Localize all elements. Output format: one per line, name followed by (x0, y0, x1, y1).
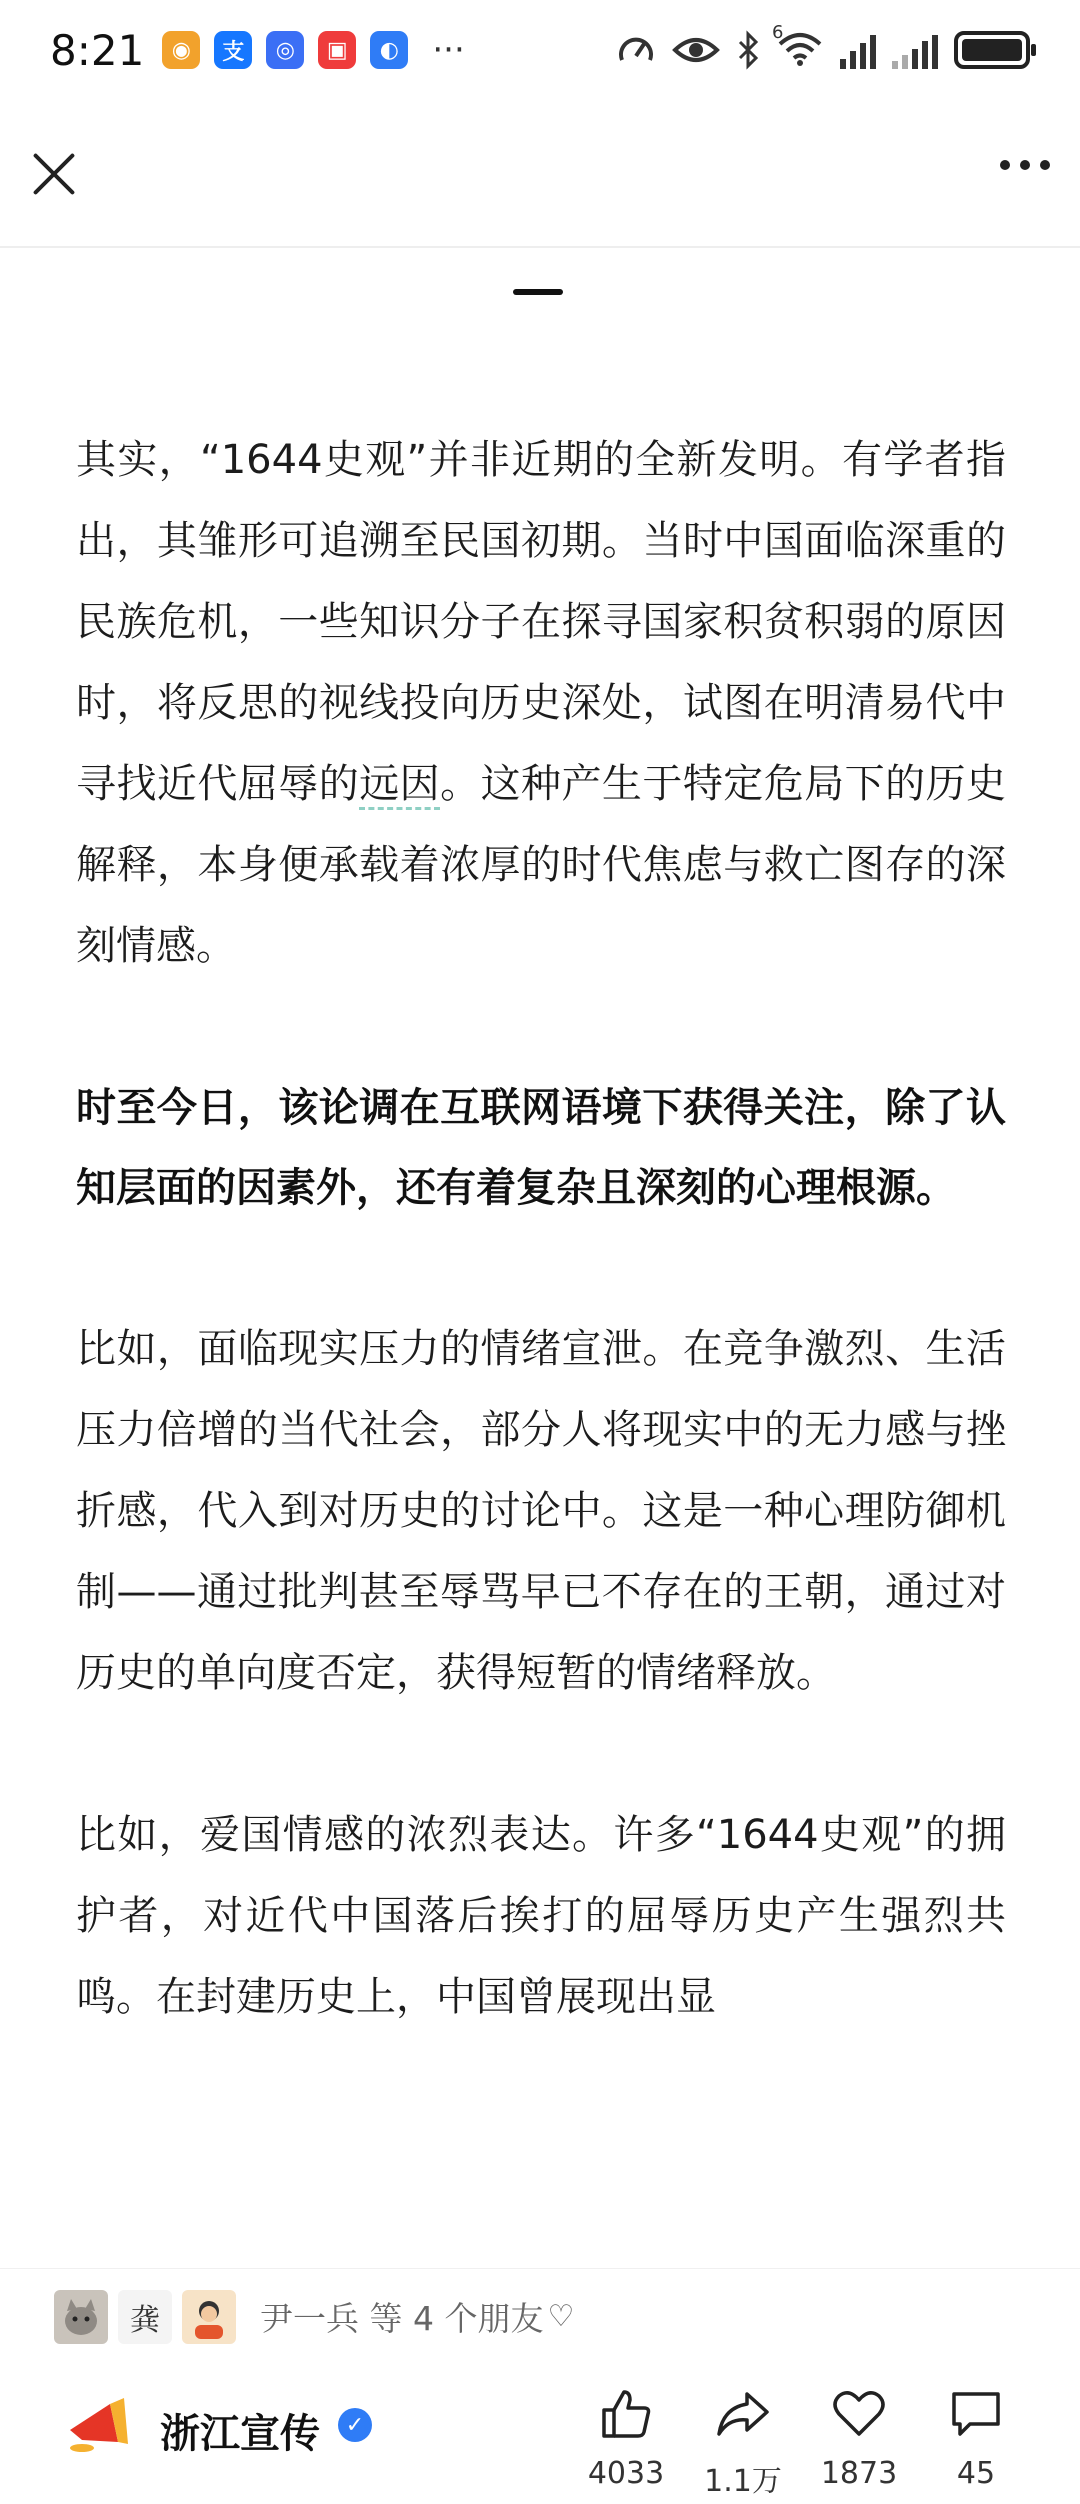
article-header (0, 100, 1080, 248)
friend-avatar[interactable] (182, 2290, 236, 2344)
comment-button[interactable] (916, 2384, 1036, 2491)
comment-icon (948, 2386, 1004, 2442)
term-link[interactable]: 远因 (359, 761, 440, 810)
more-icon[interactable] (1000, 160, 1050, 170)
paragraph-4: 比如，爱国情感的浓烈表达。许多“1644史观”的拥护者，对近代中国落后挨打的屈辱历史产生强烈共鸣。在封建历史上，中国曾展现出显 (76, 1812, 1006, 2020)
author-avatar[interactable] (60, 2386, 134, 2460)
paragraph-text: 其实，“1644史观”并非近期的全新发明。有学者指出，其雏形可追溯至民国初期。当时中国面临深重的民族危机，一些知识分子在探寻国家积贫积弱的原因时，将反思的视线投向历史深处，试图在明清易代中寻找近代屈辱的 (76, 437, 1006, 807)
system-icons (616, 22, 1030, 72)
bluetooth-icon (736, 30, 760, 70)
paragraph-1 (76, 420, 1006, 987)
more-notifications-icon: ··· (432, 30, 465, 70)
friends-text: 尹一兵 等 4 个朋友 (260, 2299, 544, 2338)
friend-avatar[interactable]: 龚 (118, 2290, 172, 2344)
like-count: 4033 (587, 2456, 665, 2491)
share-count: 1.1万 (704, 2464, 782, 2499)
author-name[interactable]: 浙江宣传 (160, 2411, 320, 2457)
eye-icon (672, 30, 720, 70)
paragraph-3: 比如，面临现实压力的情绪宣泄。在竞争激烈、生活压力倍增的当代社会，部分人将现实中的无力感与挫折感，代入到对历史的讨论中。这是一种心理防御机制——通过批判甚至辱骂早已不存在的王朝，通过对历史的单向度否定，获得短暂的情绪释放。 (76, 1326, 1006, 1696)
section-divider (513, 289, 563, 295)
thumbs-up-icon (598, 2386, 654, 2442)
favorite-button[interactable] (799, 2384, 919, 2491)
wifi-group (772, 22, 824, 72)
signal-icon (840, 31, 876, 69)
comment-count: 45 (956, 2456, 996, 2491)
favorite-count: 1873 (820, 2456, 898, 2491)
signal-icon-2 (892, 31, 938, 69)
weibo-icon: ◉ (162, 31, 200, 69)
share-button[interactable] (683, 2384, 803, 2500)
bottom-action-bar (0, 2364, 1080, 2504)
verified-badge-icon: ✓ (338, 2408, 372, 2442)
heart-icon (831, 2386, 887, 2442)
alipay-icon: 支 (214, 31, 252, 69)
paragraph-text: 。这种产生于特定危局下的历史解释，本身便承载着浓厚的时代焦虑与救亡图存的深刻情感。 (76, 761, 1007, 969)
status-time: 8:21 (50, 25, 145, 75)
friends-liked-bar[interactable] (0, 2268, 1080, 2364)
like-button[interactable] (566, 2384, 686, 2491)
close-icon[interactable] (30, 150, 78, 198)
share-icon (715, 2386, 771, 2442)
speed-icon (616, 30, 656, 70)
heart-outline-icon: ♡ (547, 2299, 575, 2334)
notification-icons (162, 30, 464, 70)
person-avatar-icon (187, 2295, 231, 2339)
paragraph-bold: 时至今日，该论调在互联网语境下获得关注，除了认知层面的因素外，还有着复杂且深刻的心理根源。 (76, 1085, 1006, 1211)
friend-avatar[interactable] (54, 2290, 108, 2344)
article-body (76, 420, 1006, 2119)
app-red-icon: ▣ (318, 31, 356, 69)
app-bulb-icon: ◐ (370, 31, 408, 69)
network-badge: 6 (772, 22, 784, 43)
app-blue-icon: ◎ (266, 31, 304, 69)
cat-avatar-icon (59, 2295, 103, 2339)
battery-icon (954, 31, 1030, 69)
status-bar (0, 0, 1080, 100)
